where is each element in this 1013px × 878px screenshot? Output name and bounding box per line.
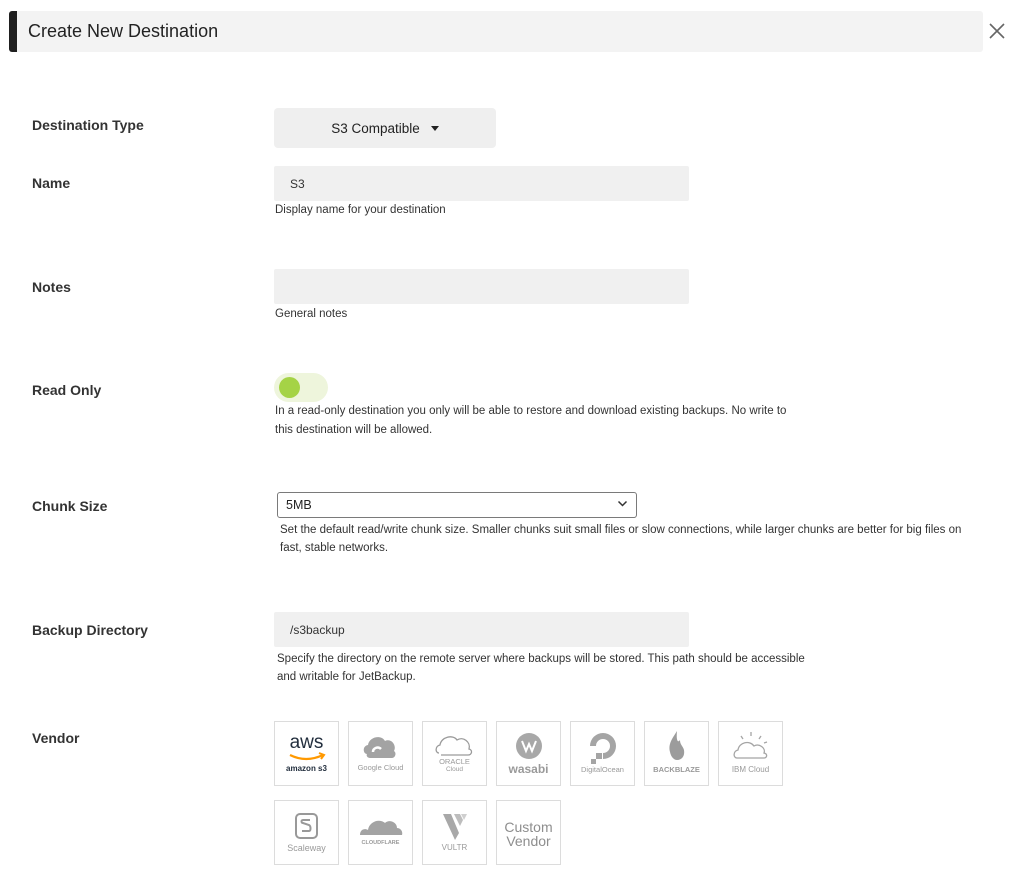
backblaze-flame-icon <box>645 722 708 785</box>
oracle-caption-1: ORACLE <box>439 757 470 766</box>
destination-type-value: S3 Compatible <box>331 120 420 136</box>
chevron-down-icon <box>617 500 628 508</box>
caret-down-icon <box>431 126 439 131</box>
vendor-cloudflare[interactable] <box>348 800 413 865</box>
chunk-size-label: Chunk Size <box>32 498 108 514</box>
cloudflare-icon <box>349 801 412 864</box>
notes-label: Notes <box>32 279 71 295</box>
amazon-smile-icon <box>275 722 338 785</box>
read-only-label: Read Only <box>32 382 102 398</box>
backup-directory-help-line2: and writable for JetBackup. <box>277 671 416 683</box>
chunk-size-select[interactable] <box>277 492 637 518</box>
backup-directory-input[interactable] <box>274 612 689 647</box>
oracle-cloud-icon <box>423 722 486 785</box>
destination-type-label: Destination Type <box>32 117 144 133</box>
google-cloud-icon <box>349 722 412 785</box>
custom-vendor-caption-1: Custom <box>504 819 553 835</box>
read-only-help-line1: In a read-only destination you only will be able to restore and download existing backups. No write to <box>275 405 787 417</box>
wasabi-caption: wasabi <box>508 762 549 776</box>
backup-directory-help-line1: Specify the directory on the remote server where backups will be stored. This path should be accessible <box>277 653 805 665</box>
vendor-custom[interactable] <box>496 800 561 865</box>
chunk-size-value: 5MB <box>286 498 312 512</box>
dialog-header <box>9 11 983 52</box>
vendor-digitalocean[interactable] <box>570 721 635 786</box>
digitalocean-caption: DigitalOcean <box>581 765 624 774</box>
vendor-amazon-s3[interactable] <box>274 721 339 786</box>
cloudflare-caption: CLOUDFLARE <box>361 840 400 846</box>
digitalocean-icon <box>571 722 634 785</box>
oracle-caption-2: Cloud <box>446 766 463 773</box>
vendor-wasabi[interactable] <box>496 721 561 786</box>
vendor-ibm-cloud[interactable] <box>718 721 783 786</box>
notes-input[interactable] <box>274 269 689 304</box>
read-only-help-line2: this destination will be allowed. <box>275 424 433 436</box>
vendor-oracle-cloud[interactable] <box>422 721 487 786</box>
name-label: Name <box>32 175 71 191</box>
ibm-caption: IBM Cloud <box>731 765 770 774</box>
header-accent-bar <box>9 11 17 52</box>
scaleway-icon <box>275 801 338 864</box>
destination-type-dropdown[interactable] <box>274 108 496 148</box>
toggle-knob <box>279 377 300 398</box>
close-icon <box>986 20 1008 42</box>
chunk-size-help-line2: fast, stable networks. <box>280 542 389 554</box>
vultr-icon <box>423 801 486 864</box>
amazon-caption: amazon s3 <box>286 764 327 773</box>
ibm-cloud-icon <box>719 722 782 785</box>
vendor-label: Vendor <box>32 730 80 746</box>
aws-logo-text: aws <box>289 732 324 753</box>
google-caption: Google Cloud <box>357 763 404 772</box>
custom-vendor-caption-2: Vendor <box>506 833 551 849</box>
vultr-caption: VULTR <box>441 843 468 852</box>
dialog-title: Create New Destination <box>28 21 219 41</box>
name-help-text: Display name for your destination <box>275 204 446 216</box>
name-input[interactable] <box>274 166 689 201</box>
vendor-vultr[interactable] <box>422 800 487 865</box>
read-only-toggle[interactable] <box>274 373 328 402</box>
scaleway-caption: Scaleway <box>287 843 326 853</box>
close-button[interactable] <box>986 20 1008 42</box>
vendor-scaleway[interactable] <box>274 800 339 865</box>
chunk-size-help-line1: Set the default read/write chunk size. Smaller chunks suit small files or slow connections, while larger chunks are better for big files on <box>280 524 962 536</box>
vendor-backblaze[interactable] <box>644 721 709 786</box>
backblaze-caption: BACKBLAZE <box>653 765 700 774</box>
vendor-google-cloud[interactable] <box>348 721 413 786</box>
backup-directory-label: Backup Directory <box>32 622 148 638</box>
notes-help-text: General notes <box>275 308 348 320</box>
